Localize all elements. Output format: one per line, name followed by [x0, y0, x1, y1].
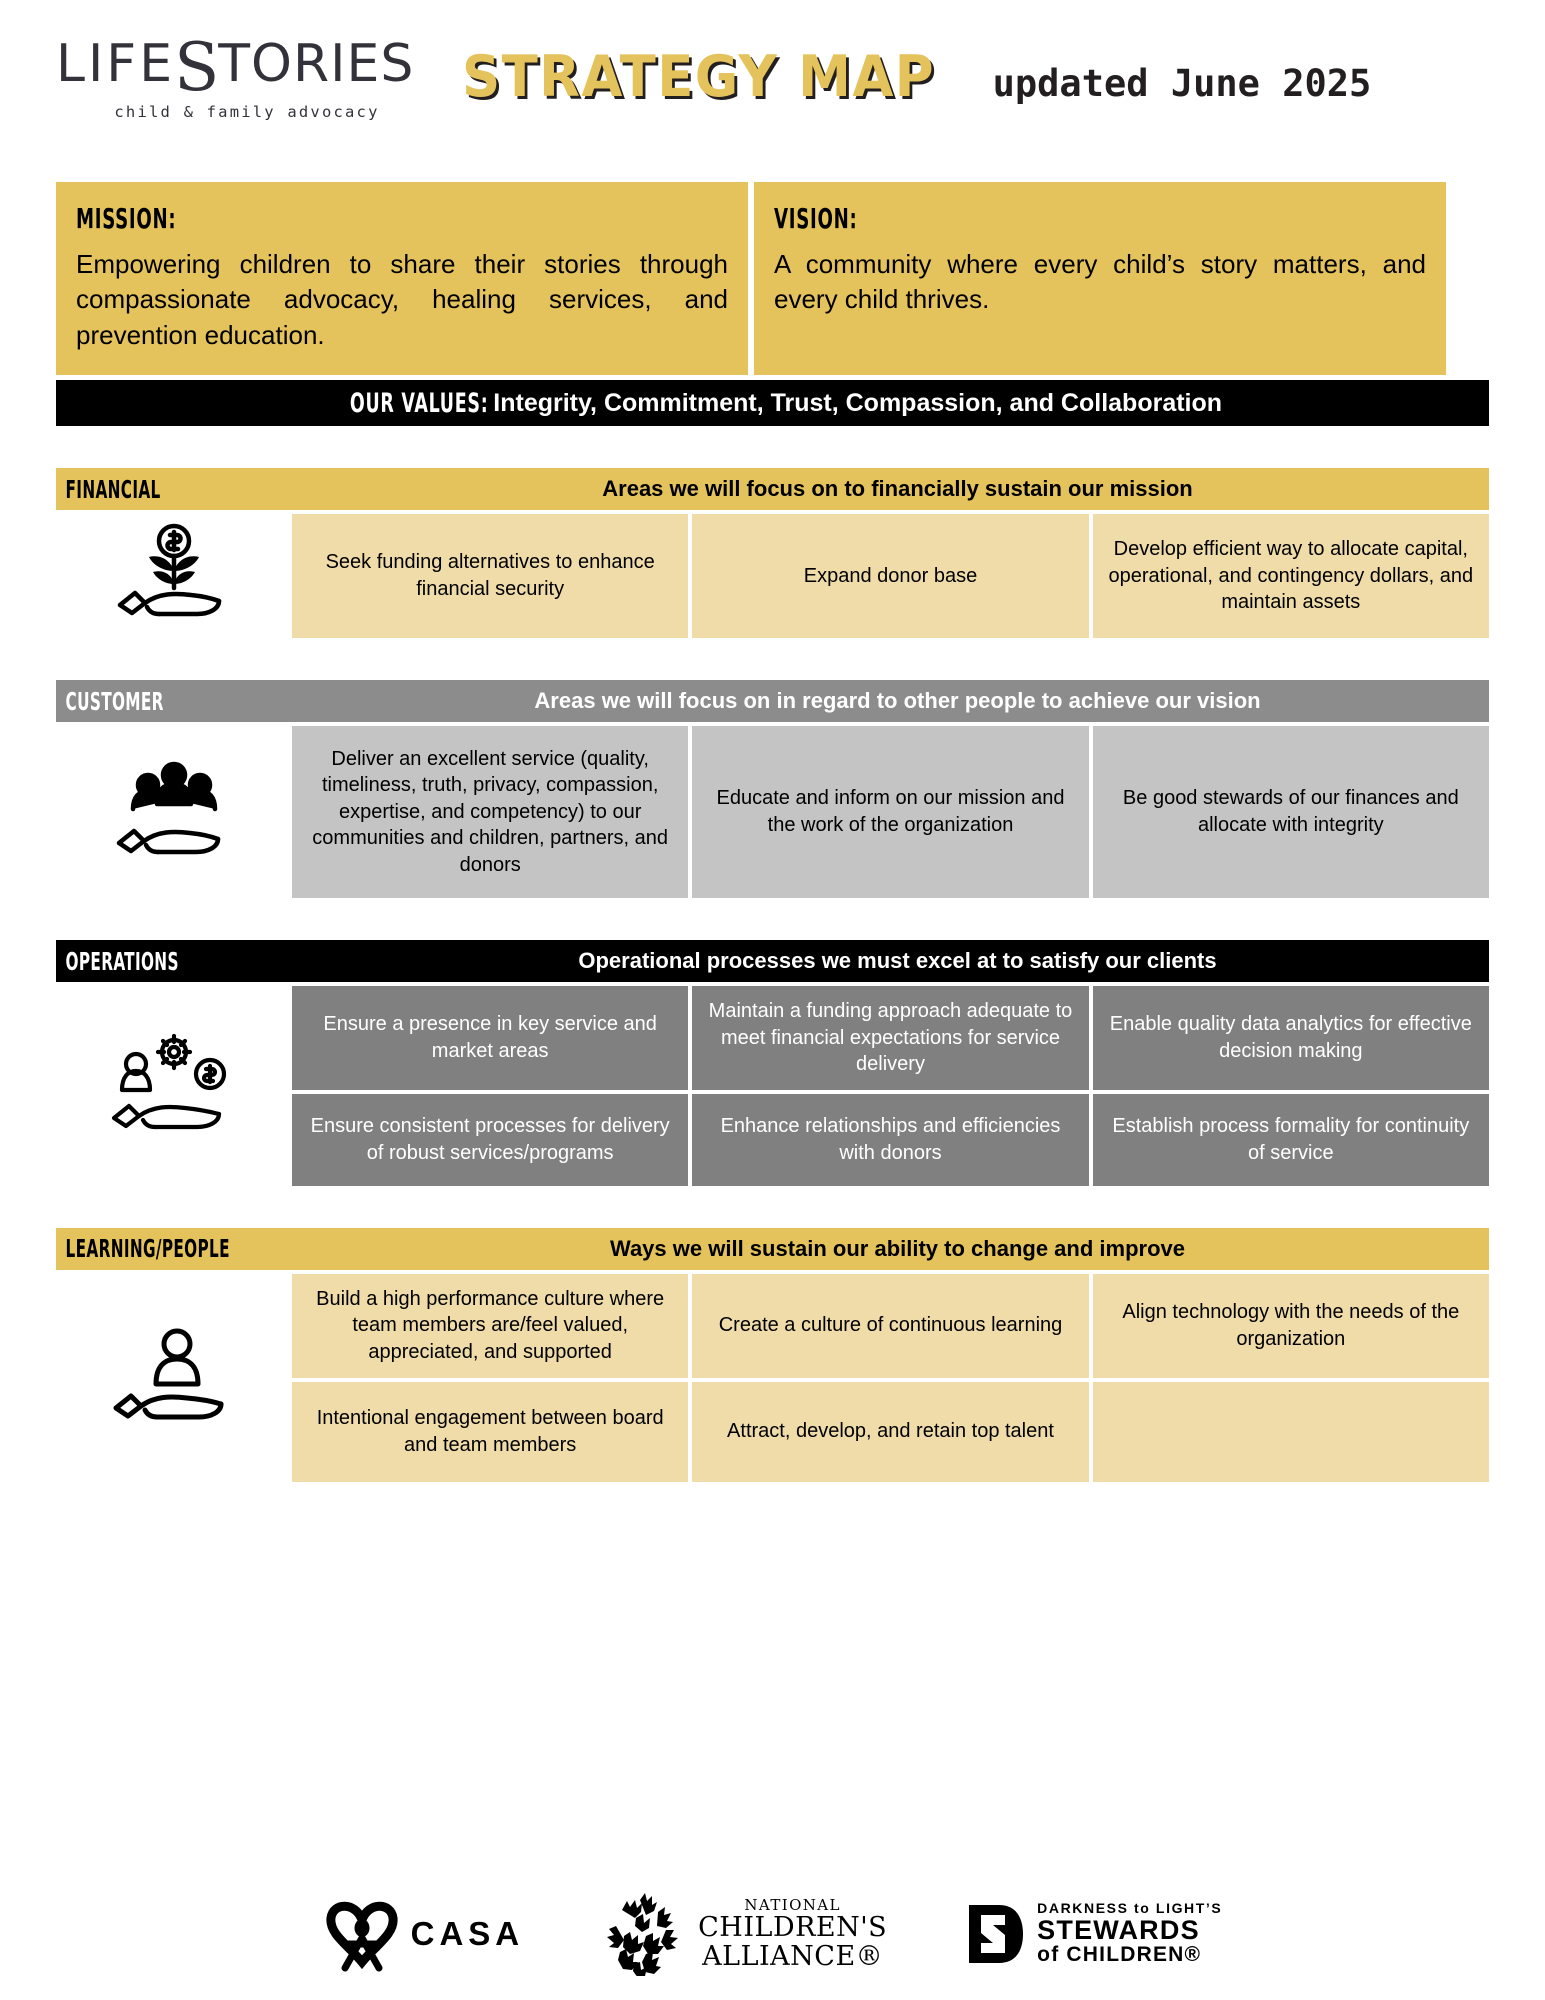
objective-card[interactable]: Deliver an excellent service (quality, timeliness, truth, privacy, compassion, expertise, and competency) to our communities and children, partners, and donors [292, 726, 688, 898]
objective-card[interactable]: Enhance relationships and efficiencies with donors [692, 1094, 1088, 1186]
section-cards [292, 514, 1489, 638]
section-body [56, 1274, 1489, 1482]
objective-card[interactable]: Seek funding alternatives to enhance financial security [292, 514, 688, 638]
section-cards [292, 726, 1489, 898]
darkness-to-light-logo [965, 1901, 1222, 1967]
section-operations [56, 940, 1489, 1186]
lifestories-logo [56, 29, 428, 121]
our-values-text: Integrity, Commitment, Trust, Compassion, and Collaboration [493, 388, 1223, 417]
objective-card[interactable]: Develop efficient way to allocate capital, operational, and contingency dollars, and maintain assets [1093, 514, 1489, 638]
hand-holding-people-icon [56, 726, 292, 898]
hand-holding-person-icon [56, 1274, 292, 1482]
hand-holding-money-plant-icon [56, 514, 292, 638]
logo-life-text: LIFE [56, 34, 176, 95]
objective-card[interactable]: Enable quality data analytics for effective decision making [1093, 986, 1489, 1090]
casa-logo-text: CASA [410, 1915, 525, 1952]
section-cards [292, 986, 1489, 1186]
objective-card[interactable]: Build a high performance culture where team members are/feel valued, appreciated, and supported [292, 1274, 688, 1378]
title-block [428, 38, 1371, 110]
perspective-sections [56, 468, 1489, 1482]
partner-logos-footer [0, 1892, 1545, 1976]
logo-swirl-s-icon: S [174, 29, 221, 106]
section-description: Ways we will sustain our ability to change and improve [610, 1235, 1185, 1261]
dtl-line-stewards: STEWARDS [1037, 1915, 1200, 1946]
updated-date: updated June 2025 [992, 62, 1372, 105]
dtl-line-of-children: of CHILDREN® [1037, 1943, 1202, 1967]
hand-holding-gear-person-dollar-icon [56, 986, 292, 1186]
objective-card[interactable]: Create a culture of continuous learning [692, 1274, 1088, 1378]
dtl-logo-text [1037, 1901, 1222, 1966]
hands-circle-icon [602, 1892, 688, 1976]
objective-card[interactable]: Ensure consistent processes for delivery of robust services/programs [292, 1094, 688, 1186]
vision-label: VISION: [774, 202, 858, 235]
vision-box [754, 182, 1446, 375]
nca-line-alliance: ALLIANCE® [702, 1941, 884, 1973]
section-description: Areas we will focus on to financially sustain our mission [602, 476, 1193, 502]
nca-logo-text [698, 1897, 887, 1972]
section-header [56, 680, 1489, 722]
section-header [56, 940, 1489, 982]
casa-heart-person-icon [323, 1894, 401, 1974]
section-body [56, 726, 1489, 898]
cards-row [292, 1382, 1489, 1482]
objective-card[interactable]: Align technology with the needs of the organization [1093, 1274, 1489, 1378]
logo-wordmark [56, 29, 428, 106]
national-childrens-alliance-logo [602, 1892, 887, 1976]
objective-card[interactable]: Educate and inform on our mission and the work of the organization [692, 726, 1088, 898]
section-body [56, 986, 1489, 1186]
section-description: Operational processes we must excel at to satisfy our clients [578, 948, 1217, 974]
cards-row [292, 986, 1489, 1090]
logo-tories-text: TORIES [218, 34, 415, 95]
mission-text: Empowering children to share their stories through compassionate advocacy, healing services, and prevention education. [76, 249, 728, 350]
objective-card[interactable]: Be good stewards of our finances and allocate with integrity [1093, 726, 1489, 898]
mission-vision-row [56, 182, 1489, 375]
our-values-label: OUR VALUES: [349, 387, 489, 419]
objective-card[interactable]: Ensure a presence in key service and market areas [292, 986, 688, 1090]
cards-row [292, 1094, 1489, 1186]
logo-tagline: child & family advocacy [114, 102, 380, 121]
section-name: CUSTOMER [65, 686, 164, 716]
objective-card[interactable]: Expand donor base [692, 514, 1088, 638]
cards-row [292, 726, 1489, 898]
section-header [56, 468, 1489, 510]
section-name: OPERATIONS [65, 946, 179, 976]
section-name: LEARNING/PEOPLE [65, 1234, 230, 1264]
section-description: Areas we will focus on in regard to other people to achieve our vision [534, 688, 1261, 714]
section-header [56, 1228, 1489, 1270]
objective-card[interactable] [1093, 1382, 1489, 1482]
cards-row [292, 1274, 1489, 1378]
objective-card[interactable]: Intentional engagement between board and team members [292, 1382, 688, 1482]
nca-line-childrens: CHILDREN'S [698, 1911, 888, 1943]
section-body [56, 514, 1489, 638]
dtl-line-darkness: DARKNESS to LIGHT’S [1037, 1900, 1223, 1917]
dtl-d-mark-icon [965, 1901, 1027, 1967]
objective-card[interactable]: Establish process formality for continuity of service [1093, 1094, 1489, 1186]
mission-box [56, 182, 748, 375]
section-financial [56, 468, 1489, 638]
section-name: FINANCIAL [65, 474, 161, 504]
objective-card[interactable]: Maintain a funding approach adequate to meet financial expectations for service delivery [692, 986, 1088, 1090]
page-header [56, 0, 1489, 160]
page-title: STRATEGY MAP [462, 44, 936, 110]
section-cards [292, 1274, 1489, 1482]
section-learning-people [56, 1228, 1489, 1482]
cards-row [292, 514, 1489, 638]
objective-card[interactable]: Attract, develop, and retain top talent [692, 1382, 1088, 1482]
casa-logo [323, 1894, 525, 1974]
nca-line-national: NATIONAL [744, 1895, 841, 1914]
our-values-bar [56, 380, 1489, 426]
vision-text: A community where every child’s story matters, and every child thrives. [774, 249, 1426, 315]
mission-label: MISSION: [76, 202, 177, 235]
section-customer [56, 680, 1489, 898]
